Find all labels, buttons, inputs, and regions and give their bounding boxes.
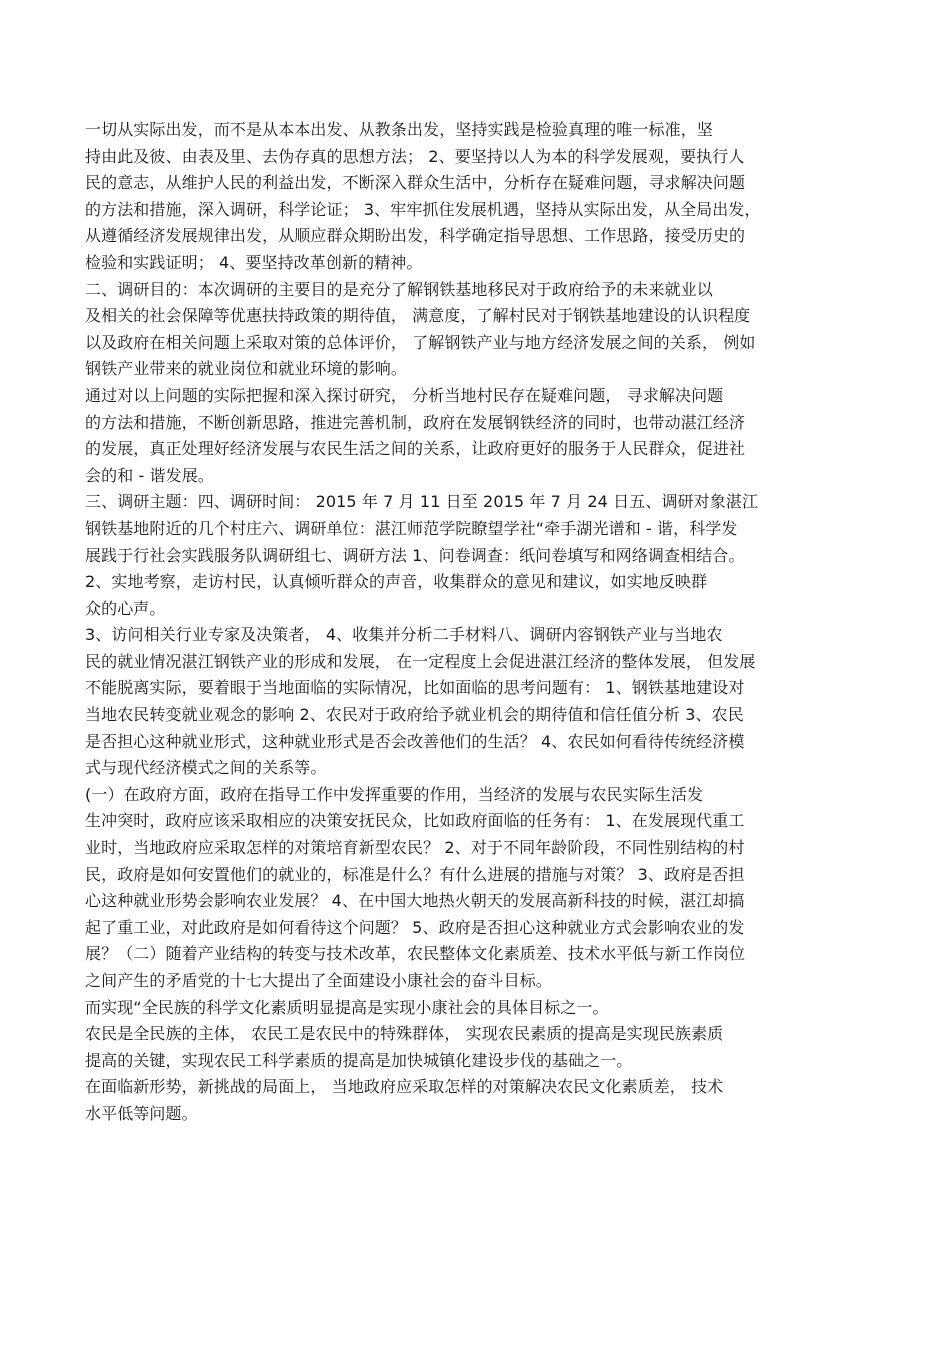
text-line: 心这种就业形势会影响农业发展？ 4、在中国大地热火朝天的发展高新科技的时候，湛江却搞 — [85, 891, 745, 911]
paragraph — [85, 1074, 875, 1127]
text-line: 以及政府在相关问题上采取对策的总体评价， 了解钢铁产业与地方经济发展之间的关系， 例如 — [85, 332, 756, 352]
text-line: 生冲突时，政府应该采取相应的决策安抚民众，比如政府面临的任务有： 1、在发展现代重工 — [85, 811, 745, 831]
text-line: 2、实地考察，走访村民，认真倾听群众的声音，收集群众的意见和建议，如实地反映群 — [85, 572, 708, 592]
text-line: 式与现代经济模式之间的关系等。 — [85, 758, 327, 778]
text-line: 二、调研目的：本次调研的主要目的是充分了解钢铁基地移民对于政府给予的未来就业以 — [85, 279, 713, 299]
body-text — [85, 117, 875, 1128]
text-line: 不能脱离实际，要着眼于当地面临的实际情况，比如面临的思考问题有： 1、钢铁基地建设对 — [85, 678, 745, 698]
text-line: 众的心声。 — [85, 598, 166, 618]
paragraph — [85, 569, 875, 622]
text-line: 起了重工业，对此政府是如何看待这个问题？ 5、政府是否担心这种就业方式会影响农业的发 — [85, 917, 745, 937]
text-line: 展践于行社会实践服务队调研组七、调研方法 1、问卷调查：纸问卷填写和网络调查相结合。 — [85, 545, 745, 565]
text-line: 的方法和措施，不断创新思路，推进完善机制，政府在发展钢铁经济的同时，也带动湛江经济 — [85, 412, 746, 432]
text-line: 检验和实践证明； 4、要坚持改革创新的精神。 — [85, 252, 423, 272]
text-line: 的发展，真正处理好经济发展与农民生活之间的关系，让政府更好的服务于人民群众，促进社 — [85, 439, 746, 459]
text-line: 及相关的社会保障等优惠扶持政策的期待值， 满意度，了解村民对于钢铁基地建设的认识程度 — [85, 306, 751, 326]
paragraph — [85, 117, 875, 277]
text-line: 持由此及彼、由表及里、去伪存真的思想方法； 2、要坚持以人为本的科学发展观，要执行人 — [85, 146, 745, 166]
text-line: 会的和 - 谐发展。 — [85, 465, 214, 485]
paragraph — [85, 622, 875, 782]
text-line: (一）在政府方面，政府在指导工作中发挥重要的作用，当经济的发展与农民实际生活发 — [85, 784, 704, 804]
paragraph — [85, 277, 875, 383]
paragraph — [85, 1021, 875, 1074]
text-line: 三、调研主题：四、调研时间： 2015 年 7 月 11 日至 2015 年 7 月 24 日五、调研对象湛江 — [85, 492, 759, 512]
text-line: 业时，当地政府应采取怎样的对策培育新型农民？ 2、对于不同年龄阶段，不同性别结构的村 — [85, 838, 745, 858]
text-line: 3、访问相关行业专家及决策者， 4、收集并分析二手材料八、调研内容钢铁产业与当地农 — [85, 625, 723, 645]
text-line: 通过对以上问题的实际把握和深入探讨研究， 分析当地村民存在疑难问题， 寻求解决问题 — [85, 385, 724, 405]
text-line: 而实现“全民族的科学文化素质明显提高是实现小康社会的具体目标之一。 — [85, 997, 609, 1017]
text-line: 民的就业情况湛江钢铁产业的形成和发展， 在一定程度上会促进湛江经济的整体发展， 但发展 — [85, 651, 756, 671]
paragraph — [85, 995, 875, 1022]
paragraph — [85, 383, 875, 489]
text-line: 的方法和措施，深入调研，科学论证； 3、牢牢抓住发展机遇，坚持从实际出发，从全局出发， — [85, 199, 761, 219]
text-line: 民的意志，从维护人民的利益出发，不断深入群众生活中，分析存在疑难问题，寻求解决问题 — [85, 173, 746, 193]
text-line: 民，政府是如何安置他们的就业的，标准是什么？有什么进展的措施与对策？ 3、政府是否担 — [85, 864, 745, 884]
text-line: 在面临新形势，新挑战的局面上， 当地政府应采取怎样的对策解决农民文化素质差， 技术 — [85, 1077, 724, 1097]
paragraph — [85, 782, 875, 995]
text-line: 当地农民转变就业观念的影响 2、农民对于政府给予就业机会的期待值和信任值分析 3、农民 — [85, 705, 744, 725]
text-line: 从遵循经济发展规律出发，从顺应群众期盼出发，科学确定指导思想、工作思路，接受历史的 — [85, 226, 746, 246]
text-line: 是否担心这种就业形式，这种就业形式是否会改善他们的生活？ 4、农民如何看待传统经济模 — [85, 731, 745, 751]
text-line: 一切从实际出发，而不是从本本出发、从教条出发，坚持实践是检验真理的唯一标准，坚 — [85, 120, 713, 139]
text-line: 农民是全民族的主体， 农民工是农民中的特殊群体， 实现农民素质的提高是实现民族素质 — [85, 1024, 724, 1044]
text-line: 提高的关键，实现农民工科学素质的提高是加快城镇化建设步伐的基础之一。 — [85, 1050, 633, 1070]
text-line: 水平低等问题。 — [85, 1103, 198, 1123]
paragraph — [85, 489, 875, 569]
text-line: 之间产生的矛盾党的十七大提出了全面建设小康社会的奋斗目标。 — [85, 971, 552, 990]
text-line: 钢铁基地附近的几个村庄六、调研单位：湛江师范学院瞭望学社“牵手湖光谱和 - 谐，科学发 — [85, 518, 738, 538]
text-line: 展？（二）随着产业结构的转变与技术改革，农民整体文化素质差、技术水平低与新工作岗位 — [85, 944, 746, 964]
text-line: 钢铁产业带来的就业岗位和就业环境的影响。 — [85, 359, 408, 379]
